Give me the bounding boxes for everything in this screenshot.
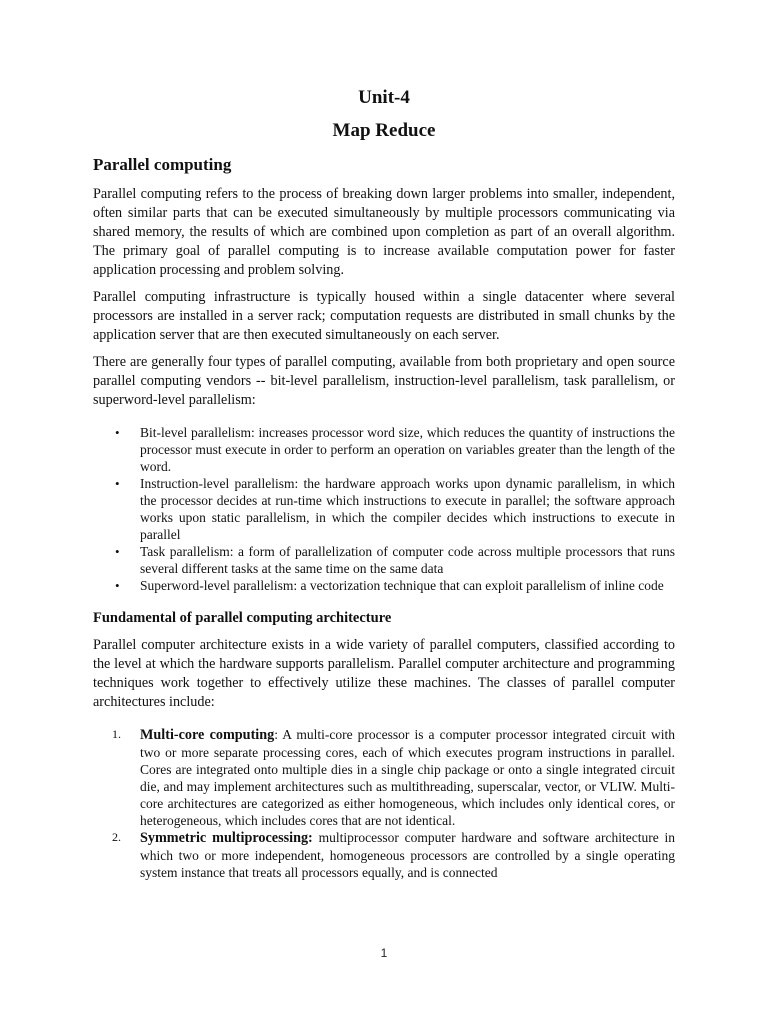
document-title: Map Reduce	[332, 120, 436, 141]
parallelism-types-list	[93, 424, 675, 594]
list-item-title: Multi-core computing	[140, 727, 275, 743]
page-number: 1	[380, 946, 388, 960]
unit-title: Unit-4	[358, 87, 410, 108]
bullet-icon: •	[115, 476, 120, 491]
paragraph: Parallel computer architecture exists in a wide variety of parallel computers, classified according to the level at which the hardware supports parallelism. Parallel computer architecture and programming techniques work together to effectively utilize these machines. The classes of parallel computer architectures include:	[93, 637, 675, 710]
list-item-title: Symmetric multiprocessing:	[140, 830, 313, 846]
list-item-text: multiprocessor computer hardware and software architecture in which two or more independent, homogeneous processors are controlled by a single operating system instance that treats all processors equally, and is connected	[140, 830, 675, 880]
list-item	[93, 424, 675, 475]
bullet-icon: •	[115, 544, 120, 559]
list-item	[93, 829, 675, 881]
list-number: 2.	[112, 830, 121, 844]
list-item	[93, 577, 675, 594]
bullet-icon: •	[115, 578, 120, 593]
list-item-text: Instruction-level parallelism: the hardware approach works upon dynamic parallelism, in which the processor decides at run-time which instructions to execute in parallel; the software approach works upon static parallelism, in which the compiler decides which instructions to execute in parallel	[140, 476, 675, 542]
list-item-text: Bit-level parallelism: increases processor word size, which reduces the quantity of instructions the processor must execute in order to perform an operation on variables greater than the length of the word.	[140, 425, 675, 474]
document-page	[93, 84, 675, 881]
list-item-text: Superword-level parallelism: a vectorization technique that can exploit parallelism of inline code	[140, 578, 664, 593]
list-number: 1.	[112, 727, 121, 741]
bullet-icon: •	[115, 425, 120, 440]
subsection-heading-architecture: Fundamental of parallel computing architecture	[93, 610, 392, 626]
architecture-classes-list	[93, 726, 675, 881]
paragraph: Parallel computing infrastructure is typically housed within a single datacenter where several processors are installed in a server rack; computation requests are distributed in small chunks by the application server that are then executed simultaneously on each server.	[93, 289, 675, 343]
list-item-text: A multi-core processor is a computer processor integrated circuit with two or more separate processing cores, each of which executes program instructions in parallel. Cores are integrated onto multiple dies in a single chip package or onto a single integrated circuit die, and may implement architectures such as multithreading, superscalar, vector, or VLIW. Multi-core architectures are categorized as either homogeneous, which includes only identical cores, or heterogeneous, which includes cores that are not identical.	[140, 727, 675, 828]
list-item-text: Task parallelism: a form of parallelization of computer code across multiple processors that runs several different tasks at the same time on the same data	[140, 544, 675, 576]
list-item	[93, 475, 675, 543]
list-item-separator: :	[274, 727, 278, 742]
list-item	[93, 726, 675, 829]
paragraph: Parallel computing refers to the process of breaking down larger problems into smaller, independent, often similar parts that can be executed simultaneously by multiple processors communicating via shared memory, the results of which are combined upon completion as part of an overall algorithm. The primary goal of parallel computing is to increase available computation power for faster application processing and problem solving.	[93, 186, 675, 278]
section-heading-parallel-computing: Parallel computing	[93, 155, 232, 174]
paragraph: There are generally four types of parallel computing, available from both proprietary and open source parallel computing vendors -- bit-level parallelism, instruction-level parallelism, task parallelism, or superword-level parallelism:	[93, 354, 675, 408]
list-item	[93, 543, 675, 577]
